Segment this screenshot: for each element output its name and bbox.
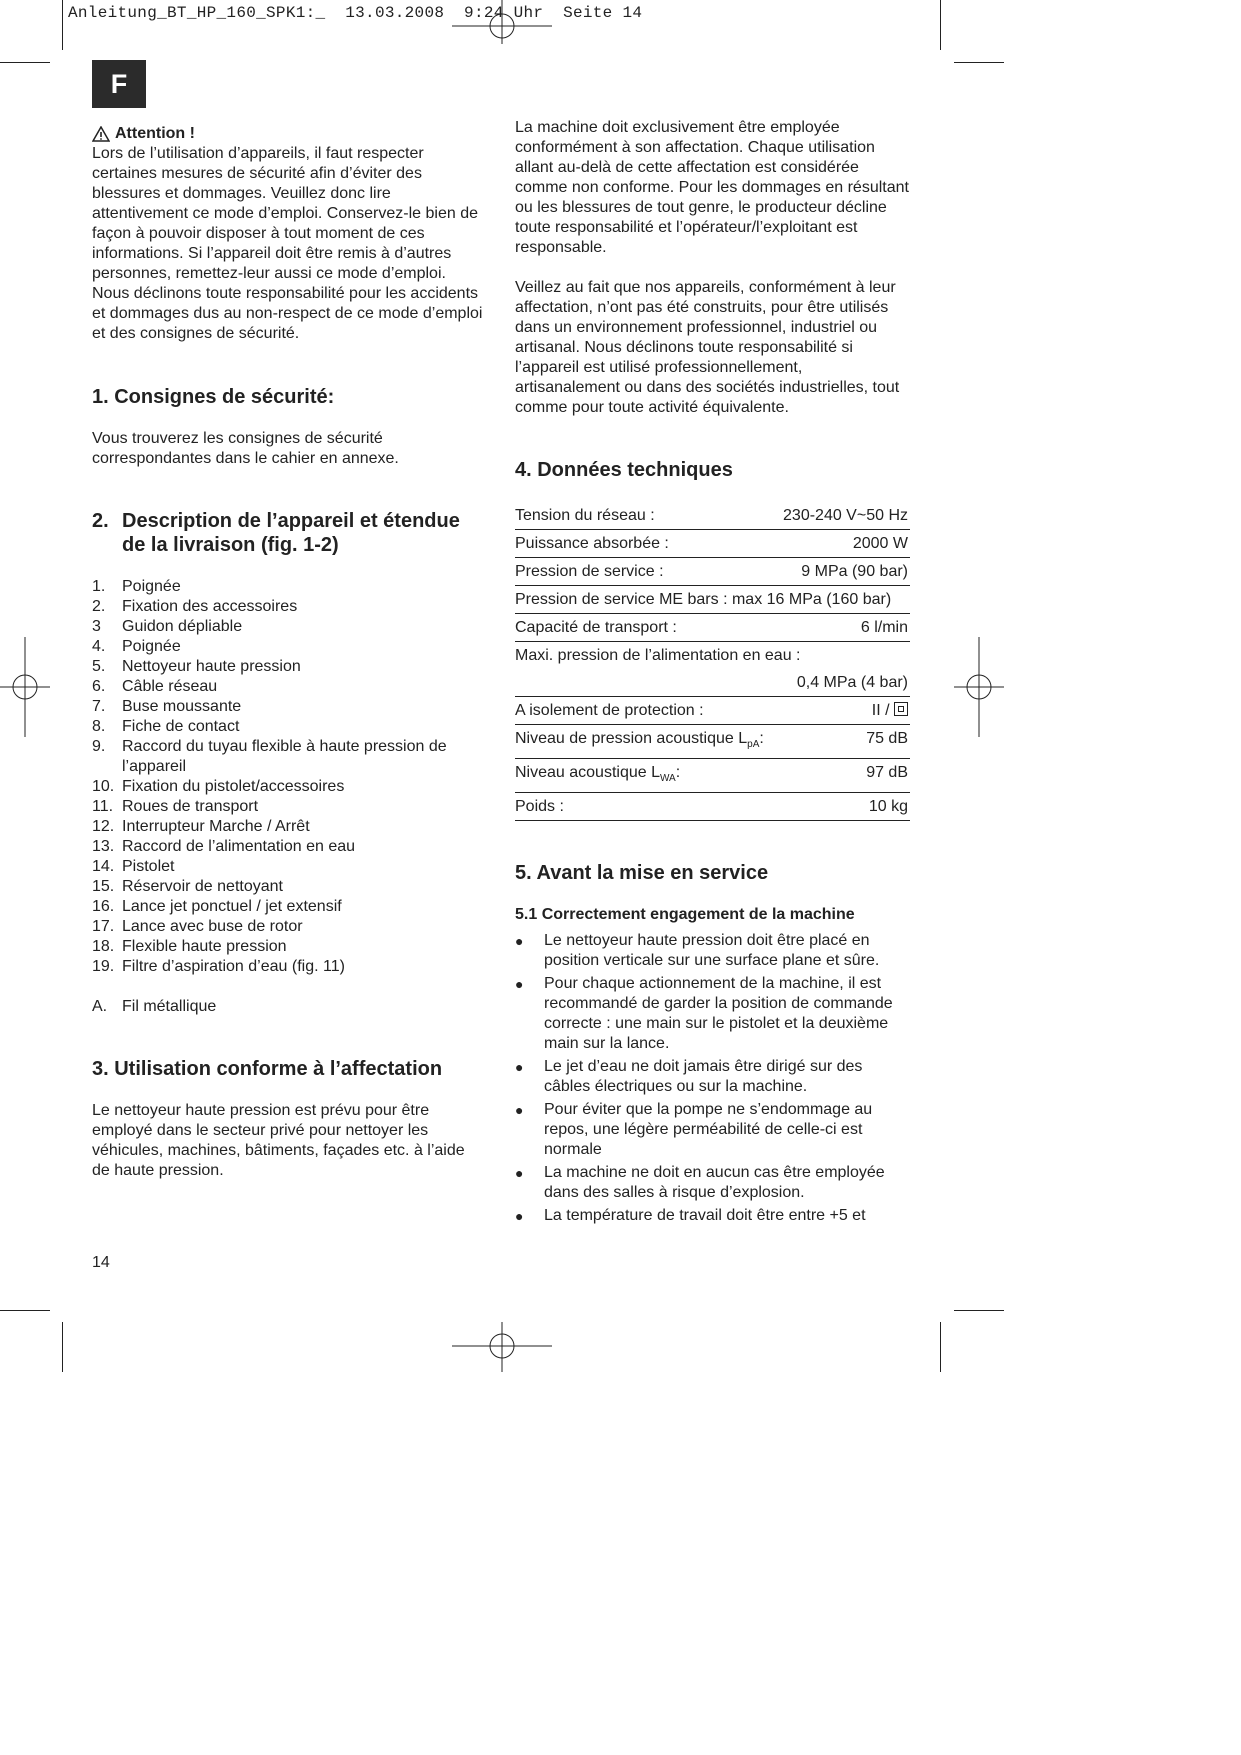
section3-text-professional: Veillez au fait que nos appareils, conformément à leur affectation, n’ont pas été construits, pour être utilisés dans un environnement professionnel, industriel ou artisanal. Nous déclinons toute responsabilité si l’appareil est utilisé professionnellement, artisanalement ou dans des sociétés industrielles, tout comme pour toute activité équivalente. xyxy=(515,279,900,416)
section5-subtitle: 5.1 Correctement engagement de la machine xyxy=(515,906,855,924)
list-item: ● Le nettoyeur haute pression doit être placé en position verticale sur une surface plane et sûre. xyxy=(515,932,880,970)
extra-parts-list xyxy=(92,997,484,1017)
list-item: 18. Flexible haute pression xyxy=(92,938,287,955)
registration-mark-bottom xyxy=(452,1322,552,1372)
list-item: 9. Raccord du tuyau flexible à haute pression de l’appareil xyxy=(92,738,447,775)
list-item: 2. Fixation des accessoires xyxy=(92,598,298,615)
list-item: 5. Nettoyeur haute pression xyxy=(92,658,301,675)
list-item: 8. Fiche de contact xyxy=(92,718,240,735)
print-header: Anleitung_BT_HP_160_SPK1:_ 13.03.2008 9:24 Uhr Seite 14 xyxy=(68,4,643,22)
list-item: 14. Pistolet xyxy=(92,858,175,875)
section2-heading xyxy=(92,509,484,557)
bullet-list xyxy=(515,931,910,1226)
table-row: Tension du réseau : 230-240 V~50 Hz xyxy=(515,502,910,530)
list-item: 16. Lance jet ponctuel / jet extensif xyxy=(92,898,342,915)
table-row: Capacité de transport : 6 l/min xyxy=(515,614,910,642)
protection-class-icon xyxy=(894,702,908,716)
list-item: 17. Lance avec buse de rotor xyxy=(92,918,303,935)
list-item: 15. Réservoir de nettoyant xyxy=(92,878,283,895)
section2-title: Description de l’appareil et étendue de la livraison (fig. 1-2) xyxy=(122,510,460,556)
crop-mark xyxy=(0,1310,50,1311)
crop-mark xyxy=(940,1322,941,1372)
bullet-icon: ● xyxy=(515,1165,524,1182)
crop-mark xyxy=(0,62,50,63)
bullet-icon: ● xyxy=(515,1059,524,1076)
list-item: 4. Poignée xyxy=(92,638,181,655)
list-item: ● Pour chaque actionnement de la machine, il est recommandé de garder la position de commande correcte : une main sur le pistolet et la deuxième main sur la lance. xyxy=(515,975,893,1053)
list-item: 3 Guidon dépliable xyxy=(92,618,243,635)
section2-number: 2. xyxy=(92,510,109,532)
table-row: Maxi. pression de l’alimentation en eau : xyxy=(515,647,801,664)
section4-title: 4. Données techniques xyxy=(515,459,733,481)
list-item: 11. Roues de transport xyxy=(92,798,259,815)
table-row: Niveau de pression acoustique $L_{pA}$: 75 dB xyxy=(515,725,910,759)
section3-text: Le nettoyeur haute pression est prévu pour être employé dans le secteur privé pour nettoyer les véhicules, machines, bâtiments, façades etc. à l’aide de haute pression. xyxy=(92,1102,465,1179)
table-row: Pression de service ME bars : max 16 MPa (160 bar) xyxy=(515,586,910,614)
bullet-icon: ● xyxy=(515,933,524,950)
bullet-icon: ● xyxy=(515,976,524,993)
list-item: 6. Câble réseau xyxy=(92,678,218,695)
tech-data-table xyxy=(515,502,910,821)
left-column xyxy=(92,124,484,1181)
section3-title: 3. Utilisation conforme à l’affectation xyxy=(92,1058,443,1080)
registration-mark-left xyxy=(0,637,50,737)
section5-title: 5. Avant la mise en service xyxy=(515,862,769,885)
section1-title: 1. Consignes de sécurité: xyxy=(92,386,335,408)
list-item: 12. Interrupteur Marche / Arrêt xyxy=(92,818,310,835)
list-item: A. Fil métallique xyxy=(92,998,217,1015)
registration-mark-right xyxy=(954,637,1004,737)
list-item: 13. Raccord de l’alimentation en eau xyxy=(92,838,356,855)
attention-text: Lors de l’utilisation d’appareils, il faut respecter certaines mesures de sécurité afin d’éviter des blessures et dommages. Veuillez donc lire attentivement ce mode d’emploi. Conservez-le bien de façon à pouvoir disposer à tout moment de ces informations. Si l’appareil doit être remis à d’autres personnes, remettez-leur aussi ce mode d’emploi. Nous déclinons toute responsabilité pour les accidents et dommages dus au non-respect de ce mode d’emploi et des consignes de sécurité. xyxy=(92,145,483,342)
crop-mark xyxy=(954,62,1004,63)
table-row: Pression de service : 9 MPa (90 bar) xyxy=(515,558,910,586)
list-item: ● Le jet d’eau ne doit jamais être dirigé sur des câbles électriques ou sur la machine. xyxy=(515,1058,863,1096)
attention-heading xyxy=(92,124,484,144)
list-item: ● Pour éviter que la pompe ne s’endommage au repos, une légère perméabilité de celle-ci est normale xyxy=(515,1101,873,1159)
list-item: 1. Poignée xyxy=(92,578,181,595)
table-row: Puissance absorbée : 2000 W xyxy=(515,530,910,558)
parts-list xyxy=(92,577,484,977)
table-row: 0,4 MPa (4 bar) xyxy=(515,669,910,697)
attention-title: Attention ! xyxy=(115,125,195,142)
table-row: A isolement de protection : II / xyxy=(515,697,910,725)
list-item: 10. Fixation du pistolet/accessoires xyxy=(92,778,345,795)
list-item: 19. Filtre d’aspiration d’eau (fig. 11) xyxy=(92,958,345,975)
right-column xyxy=(515,118,910,1229)
section3-text-continued: La machine doit exclusivement être employée conformément à son affectation. Chaque utilisation allant au-delà de cette affectation est considérée comme non conforme. Pour les dommages en résultant ou les blessures de tout genre, le producteur décline toute responsabilité et l’opérateur/l’exploitant est responsable. xyxy=(515,119,909,256)
warning-triangle-icon xyxy=(92,126,110,142)
bullet-icon: ● xyxy=(515,1208,524,1225)
language-badge: F xyxy=(92,60,146,108)
crop-mark xyxy=(940,0,941,50)
crop-mark xyxy=(62,1322,63,1372)
section1-text: Vous trouverez les consignes de sécurité correspondantes dans le cahier en annexe. xyxy=(92,430,399,467)
registration-mark-top xyxy=(452,0,552,44)
list-item: ● La température de travail doit être entre +5 et xyxy=(515,1207,866,1225)
table-row: Poids : 10 kg xyxy=(515,793,910,821)
page-number: 14 xyxy=(92,1254,110,1271)
table-row: Niveau acoustique $L_{WA}$: 97 dB xyxy=(515,759,910,793)
bullet-icon: ● xyxy=(515,1102,524,1119)
list-item: ● La machine ne doit en aucun cas être employée dans des salles à risque d’explosion. xyxy=(515,1164,885,1202)
list-item: 7. Buse moussante xyxy=(92,698,242,715)
crop-mark xyxy=(62,0,63,50)
crop-mark xyxy=(954,1310,1004,1311)
